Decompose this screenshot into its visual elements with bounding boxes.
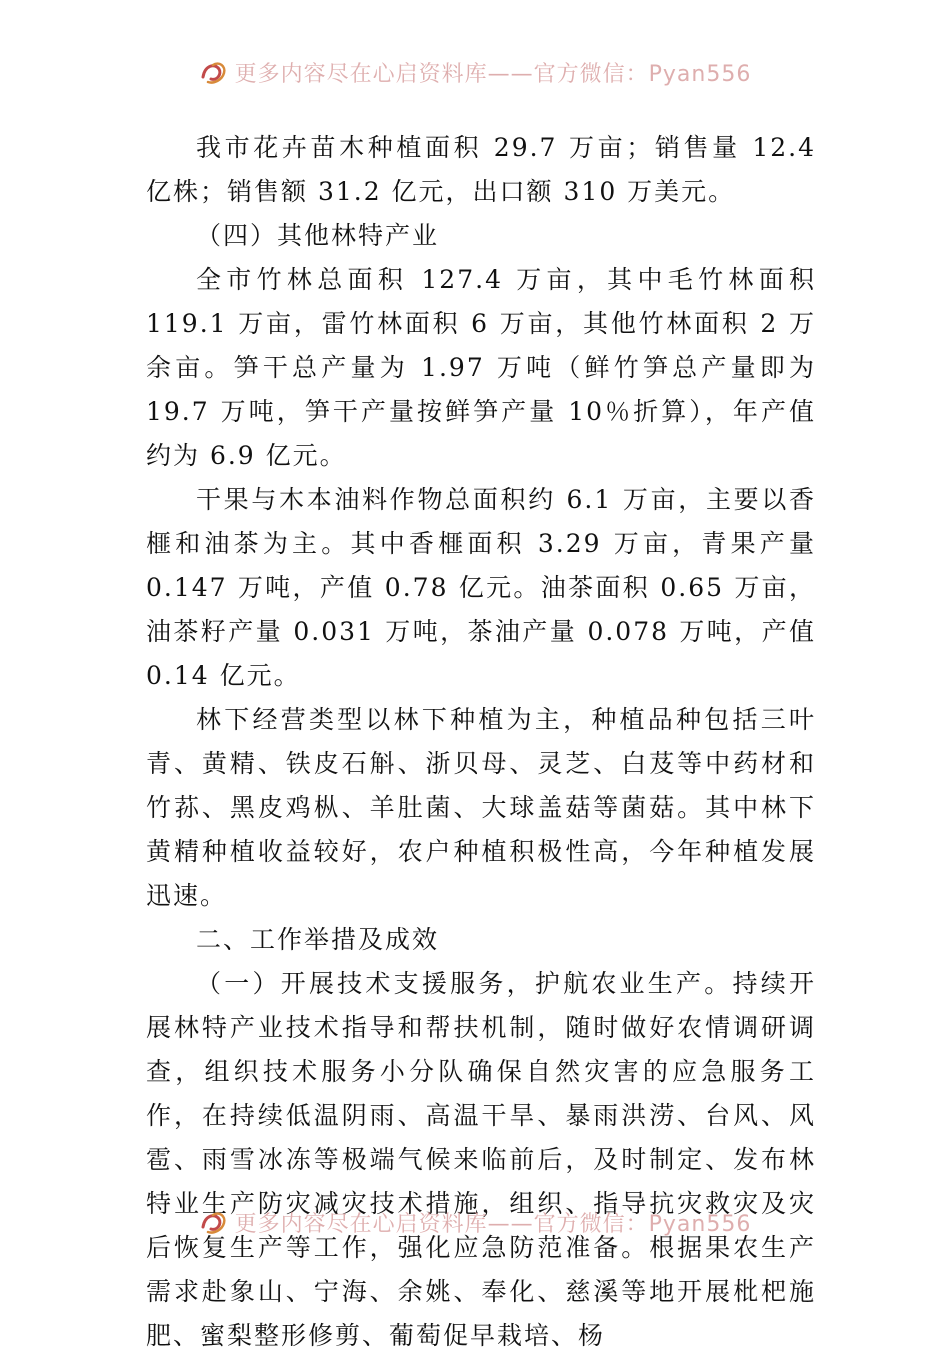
paragraph-flower-nursery: 我市花卉苗木种植面积 29.7 万亩；销售量 12.4 亿株；销售额 31.2 亿元，出口额 310 万美元。: [146, 133, 816, 206]
watermark-logo-icon: [199, 57, 229, 87]
watermark-logo-icon: [199, 1207, 229, 1237]
header-watermark: [0, 52, 950, 92]
paragraph-understory-planting: 林下经营类型以林下种植为主，种植品种包括三叶青、黄精、铁皮石斛、浙贝母、灵芝、白芨等中药材和竹荪、黑皮鸡枞、羊肚菌、大球盖菇等菌菇。其中林下黄精种植收益较好，农户种植积极性高，今年种植发展迅速。: [146, 705, 816, 910]
watermark-text: 更多内容尽在心启资料库——官方微信：Pyan556: [234, 61, 752, 87]
document-body: [146, 126, 816, 1358]
watermark-text: 更多内容尽在心启资料库——官方微信：Pyan556: [234, 1211, 752, 1237]
paragraph-bamboo: 全市竹林总面积 127.4 万亩，其中毛竹林面积 119.1 万亩，雷竹林面积 6 万亩，其他竹林面积 2 万余亩。笋干总产量为 1.97 万吨（鲜竹笋总产量即为 19.7 万吨，笋干产量按鲜笋产量 10％折算），年产值约为 6.9 亿元。: [146, 265, 816, 470]
paragraph-technical-support: （一）开展技术支援服务，护航农业生产。持续开展林特产业技术指导和帮扶机制，随时做好农情调研调查，组织技术服务小分队确保自然灾害的应急服务工作，在持续低温阴雨、高温干旱、暴雨洪涝、台风、风雹、雨雪冰冻等极端气候来临前后，及时制定、发布林特业生产防灾减灾技术措施，组织、指导抗灾救灾及灾后恢复生产等工作，强化应急防范准备。根据果农生产需求赴象山、宁海、余姚、奉化、慈溪等地开展枇杷施肥、蜜梨整形修剪、葡萄促早栽培、杨: [146, 969, 816, 1350]
footer-watermark: [0, 1202, 950, 1242]
heading-other-forest-industries: （四）其他林特产业: [196, 221, 440, 250]
heading-work-measures: 二、工作举措及成效: [196, 925, 440, 954]
paragraph-dried-fruit-oil-crops: 干果与木本油料作物总面积约 6.1 万亩，主要以香榧和油茶为主。其中香榧面积 3.29 万亩，青果产量 0.147 万吨，产值 0.78 亿元。油茶面积 0.65 万亩，油茶籽产量 0.031 万吨，茶油产量 0.078 万吨，产值 0.14 亿元。: [146, 485, 816, 690]
